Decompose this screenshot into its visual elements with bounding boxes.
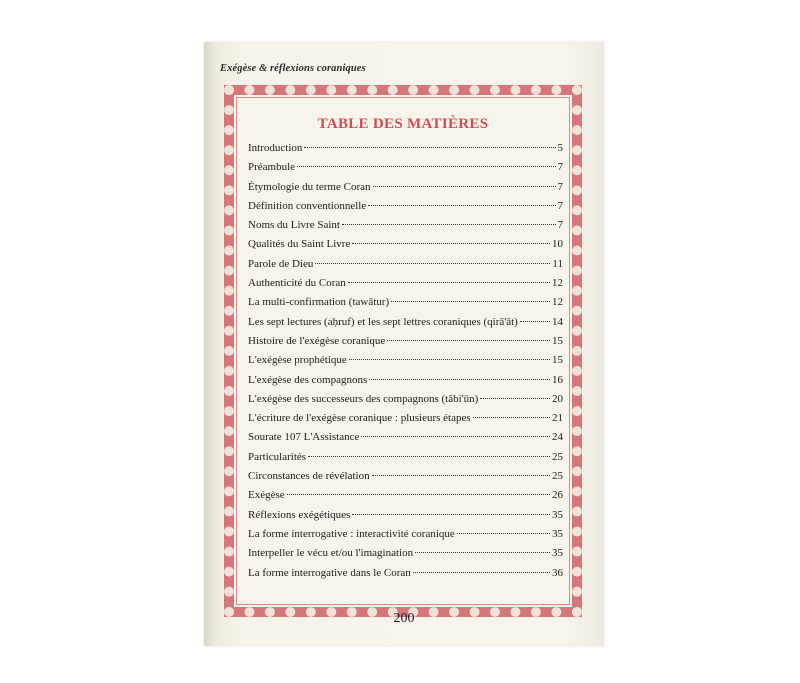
dot-leader (352, 514, 550, 515)
toc-entry-label: L'exégèse prophétique (248, 354, 347, 367)
toc-entry-label: Les sept lectures (aḥruf) et les sept lettres coraniques (qirā'āt) (248, 315, 518, 328)
toc-entry (248, 335, 563, 354)
dot-leader (520, 321, 550, 322)
toc-entry-label: La multi-confirmation (tawātur) (248, 296, 390, 309)
toc-entry-page: 15 (552, 354, 563, 367)
dot-leader (372, 475, 550, 476)
toc-entry-page: 25 (552, 450, 563, 463)
toc-entry-label: Particularités (248, 450, 307, 463)
toc-entry-page: 11 (552, 257, 563, 270)
dot-leader (361, 436, 550, 437)
dot-leader (480, 398, 550, 399)
toc-entry (248, 412, 563, 431)
dot-leader (308, 456, 550, 457)
toc-entry-page: 21 (552, 412, 563, 425)
toc-entry-page: 35 (552, 508, 563, 521)
dot-leader (315, 263, 550, 264)
toc-entry-label: L'exégèse des successeurs des compagnons (tābi'ūn) (248, 392, 479, 405)
dot-leader (304, 147, 555, 148)
toc-entry (248, 200, 563, 219)
toc-entry-label: Définition conventionnelle (248, 199, 367, 212)
toc-entry (248, 509, 563, 528)
toc-entry (248, 219, 563, 238)
toc-entry-label: L'écriture de l'exégèse coranique : plusieurs étapes (248, 412, 471, 425)
toc-entry-label: La forme interrogative : interactivité coranique (248, 527, 455, 540)
dot-leader (287, 494, 550, 495)
toc-entry-page: 24 (552, 431, 563, 444)
toc-entry-page: 7 (557, 199, 563, 212)
dot-leader (348, 282, 550, 283)
toc-entry-label: Histoire de l'exégèse coranique (248, 334, 386, 347)
book-page (204, 42, 604, 646)
toc-entry (248, 547, 563, 566)
toc-entry-page: 12 (552, 277, 563, 290)
toc-entry (248, 567, 563, 586)
ornamental-border (224, 85, 582, 617)
toc-entry-page: 16 (552, 373, 563, 386)
dot-leader (457, 533, 550, 534)
toc-entry-page: 5 (557, 142, 563, 154)
toc-entry (248, 258, 563, 277)
dot-leader (369, 379, 550, 380)
dot-leader (415, 552, 550, 553)
toc-entry-page: 26 (552, 489, 563, 502)
toc-entry-label: Authenticité du Coran (248, 277, 346, 290)
dot-leader (413, 572, 550, 573)
toc-entry (248, 354, 563, 373)
toc-entry (248, 374, 563, 393)
running-head: Exégèse & réflexions coraniques (220, 63, 366, 74)
toc-entry (248, 316, 563, 335)
toc-entry (248, 142, 563, 161)
toc-entry-label: Réflexions exégétiques (248, 508, 351, 521)
toc-entry (248, 296, 563, 315)
toc-title: TABLE DES MATIÈRES (317, 116, 489, 132)
toc-entry-label: La forme interrogative dans le Coran (248, 566, 411, 579)
page-number: 200 (393, 611, 415, 626)
toc-entry (248, 161, 563, 180)
toc-entry (248, 528, 563, 547)
toc-entry-page: 7 (557, 161, 563, 174)
dot-leader (387, 340, 550, 341)
toc-entry-label: Exégèse (248, 489, 285, 502)
toc-entry-label: Noms du Livre Saint (248, 219, 340, 232)
dot-leader (349, 359, 550, 360)
dot-leader (368, 205, 555, 206)
toc-entry-page: 35 (552, 547, 563, 560)
toc-entry (248, 277, 563, 296)
toc-entry-page: 14 (552, 315, 563, 328)
toc-entry (248, 451, 563, 470)
toc-entry-page: 15 (552, 334, 563, 347)
dot-leader (473, 417, 550, 418)
toc-entry (248, 238, 563, 257)
toc-entry-page: 7 (557, 180, 563, 193)
toc-entry-label: Qualités du Saint Livre (248, 238, 351, 251)
toc-entry-label: Étymologie du terme Coran (248, 180, 371, 193)
dot-leader (352, 243, 550, 244)
toc-entry (248, 489, 563, 508)
toc-entry (248, 393, 563, 412)
toc-entry-label: Interpeller le vécu et/ou l'imagination (248, 547, 414, 560)
dot-leader (342, 224, 556, 225)
toc-entry-page: 25 (552, 470, 563, 483)
dot-leader (297, 166, 555, 167)
toc-entry-label: L'exégèse des compagnons (248, 373, 368, 386)
toc-entry-page: 12 (552, 296, 563, 309)
toc-list (248, 142, 563, 586)
toc-entry (248, 181, 563, 200)
toc-entry-page: 20 (552, 392, 563, 405)
toc-entry-page: 35 (552, 527, 563, 540)
toc-entry-page: 7 (557, 219, 563, 232)
toc-entry-label: Parole de Dieu (248, 257, 314, 270)
toc-entry-page: 36 (552, 566, 563, 579)
toc-entry-label: Préambule (248, 161, 296, 174)
dot-leader (373, 186, 556, 187)
toc-entry (248, 470, 563, 489)
dot-leader (391, 301, 550, 302)
toc-entry-label: Circonstances de révélation (248, 470, 370, 483)
toc-entry (248, 431, 563, 450)
toc-entry-page: 10 (552, 238, 563, 251)
toc-entry-label: Sourate 107 L'Assistance (248, 431, 360, 444)
toc-entry-label: Introduction (248, 142, 303, 154)
